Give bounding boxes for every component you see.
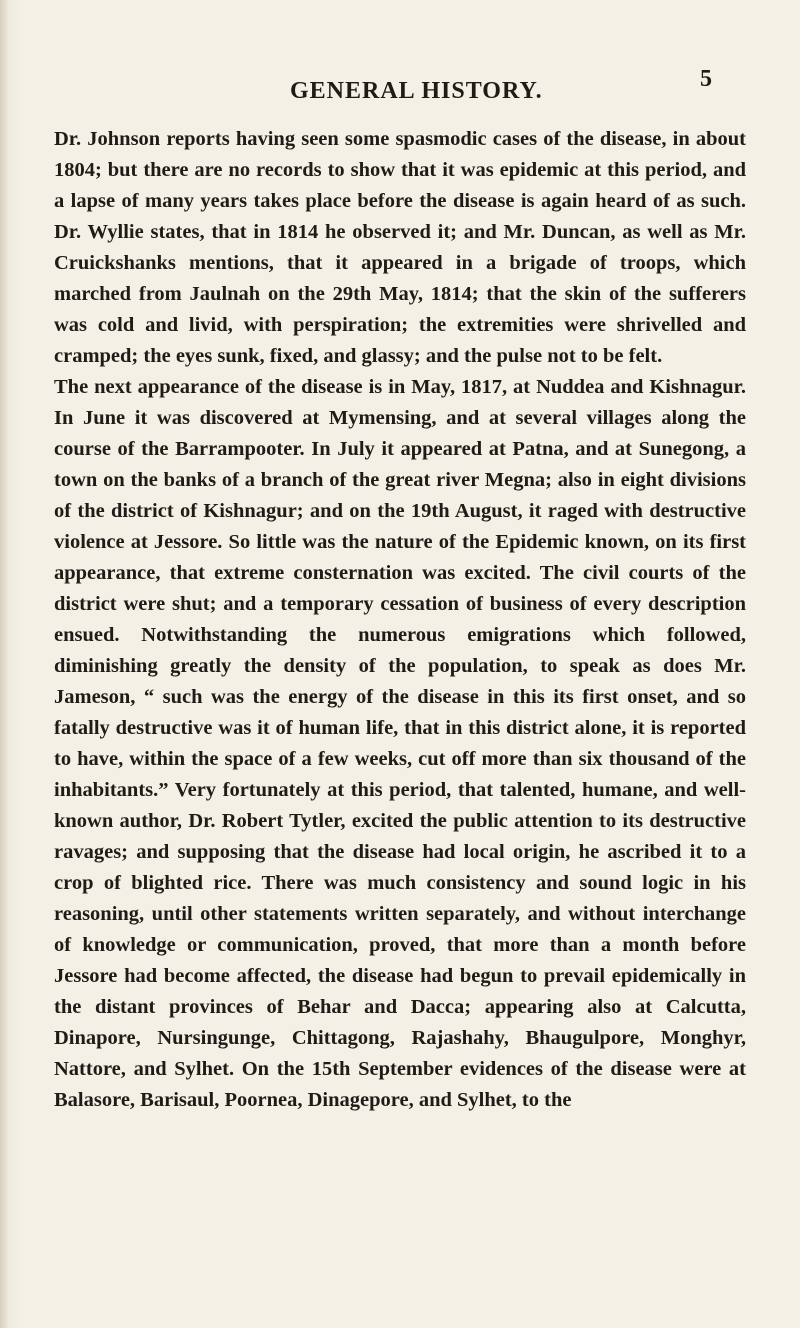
paragraph-1: Dr. Johnson reports having seen some spasmodic cases of the disease, in about 1804; but there are no records to show that it was epidemic at this period, and a lapse of many years takes place before the disease is again heard of as such. Dr. Wyllie states, that in 1814 he observed it; and Mr. Duncan, as well as Mr. Cruickshanks mentions, that it appeared in a brigade of troops, which marched from Jaulnah on the 29th May, 1814; that the skin of the sufferers was cold and livid, with perspiration; the extremities were shrivelled and cramped; the eyes sunk, fixed, and glassy; and the pulse not to be felt.: [54, 128, 746, 367]
page-left-edge: [0, 0, 8, 1328]
page-header: [0, 66, 800, 106]
paragraph-2: The next appearance of the disease is in May, 1817, at Nuddea and Kishnagur. In June it was discovered at Mymensing, and at several villages along the course of the Barrampooter. In July it appeared at Patna, and at Sunegong, a town on the banks of a branch of the great river Megna; also in eight divisions of the district of Kishnagur; and on the 19th August, it raged with destructive violence at Jessore. So little was the nature of the Epidemic known, on its first appearance, that extreme consternation was excited. The civil courts of the district were shut; and a temporary cessation of business of every description ensued. Notwithstanding the numerous emigrations which followed, diminishing greatly the density of the population, to speak as does Mr. Jameson, “ such was the energy of the disease in this its first onset, and so fatally destructive was it of human life, that in this district alone, it is reported to have, within the space of a few weeks, cut off more than six thousand of the inhabitants.” Very fortunately at this period, that talented, humane, and well-known author, Dr. Robert Tytler, excited the public attention to its destructive ravages; and supposing that the disease had local origin, he ascribed it to a crop of blighted rice. There was much consistency and sound logic in his reasoning, until other statements written separately, and without interchange of knowledge or communication, proved, that more than a month before Jessore had become affected, the disease had begun to prevail epidemically in the distant provinces of Behar and Dacca; appearing also at Calcutta, Dinapore, Nursingunge, Chittagong, Rajashahy, Bhaugulpore, Monghyr, Nattore, and Sylhet. On the 15th September evidences of the disease were at Balasore, Barisaul, Poornea, Dinagepore, and Sylhet, to the: [54, 376, 746, 1111]
page-number: 5: [700, 66, 712, 92]
running-title: GENERAL HISTORY.: [290, 78, 543, 104]
body-text: [54, 124, 746, 1116]
